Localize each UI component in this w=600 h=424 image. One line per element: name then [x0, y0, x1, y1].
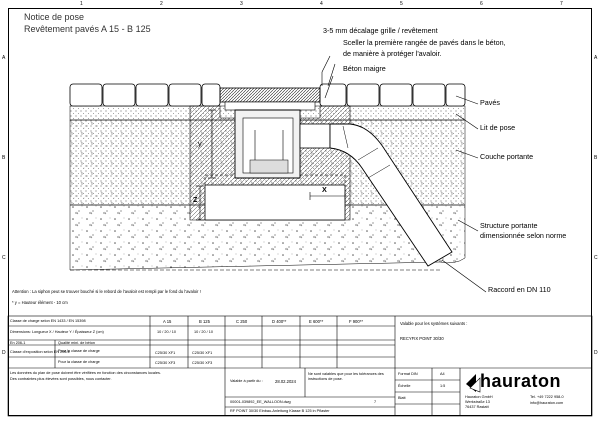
note-y: * y = Hauteur élément - 10 cm	[12, 300, 68, 305]
table-header-f900: F 900**	[349, 319, 363, 324]
sheet-label: Blatt	[398, 396, 406, 400]
grid-mark-side-c: C	[2, 255, 6, 261]
hauraton-logo-mark	[466, 374, 480, 392]
dim-z: Z	[193, 195, 198, 204]
table-header-e600: E 600**	[309, 319, 324, 324]
table-row1-label: Dimensions: Longueur X / Hauteur Y / Épaisseur Z (cm)	[10, 330, 104, 334]
note-attention: Attention : La siphon peut se trouver bouché si le rebord de l'avaloir est rempli par le fond du l'avaloir !	[12, 289, 201, 294]
label-base: Couche portante	[480, 152, 534, 161]
table-row2b-load: Pour la classe de charge	[58, 349, 100, 353]
table-row2b-a15: C25/30 XF1	[155, 351, 176, 355]
label-connection: Raccord en DN 110	[488, 285, 551, 294]
pavers-right	[320, 84, 465, 106]
label-offset: 3-5 mm décalage grille / revêtement	[323, 26, 438, 35]
table-header-c250: C 250	[236, 319, 248, 324]
grid-mark-side-d-right: D	[594, 350, 598, 356]
grate	[220, 88, 320, 102]
phone: Tel. +49 7222 958-0	[530, 395, 564, 399]
scale-value: 1:5	[440, 384, 446, 388]
table-row2-norm: En 206-1	[10, 341, 26, 345]
valid-for-label: Valable pour les systèmes suivants :	[400, 321, 468, 326]
validity-date: 28.02.2024	[275, 379, 296, 384]
email: info@hauraton.com	[530, 401, 564, 405]
file-name: 00001-039892_EE_WALLOON.dwg	[230, 400, 291, 404]
grid-mark-top-3: 3	[240, 1, 243, 7]
label-structure-2: dimensionnée selon norme	[480, 231, 567, 240]
title-line-2: Revêtement pavés A 15 - B 125	[24, 24, 151, 34]
grid-mark-side-a-right: A	[594, 55, 598, 61]
grid-mark-top-7: 7	[560, 1, 563, 7]
format-label: Format DIN	[398, 372, 418, 376]
scale-label: Échelle	[398, 384, 411, 388]
address-2: Werkstraße 13	[465, 400, 490, 404]
grid-mark-side-d: D	[2, 350, 6, 356]
footnote-2: Des contraintes plus élevées sont possibles, nous contacter.	[10, 377, 112, 381]
label-lean-concrete: Béton maigre	[343, 64, 386, 73]
address-3: 76437 Rastatt	[465, 405, 489, 409]
table-row2-quality: Qualité mini. de béton	[58, 341, 95, 345]
dim-x: X	[322, 185, 327, 194]
table-header-a15: A 15	[163, 319, 172, 324]
grid-mark-top-5: 5	[400, 1, 403, 7]
brand-logo: hauraton	[480, 371, 562, 391]
reserve-note: Ne sont valables que pour les tolérances des instructions de pose.	[308, 372, 384, 381]
revision: 7	[374, 400, 377, 404]
table-row2c-load: Pour la classe de charge	[58, 360, 100, 364]
grid-mark-top-4: 4	[320, 1, 323, 7]
pavers-left	[70, 84, 220, 106]
table-header-b125: B 125	[199, 319, 210, 324]
table-header-class: Classe de charge selon EN 1433 / EN 15398	[10, 319, 86, 323]
grid-mark-side-b: B	[2, 155, 6, 161]
table-row1-b125: 10 / 20 / 10	[194, 330, 213, 334]
dim-y: y	[198, 139, 202, 148]
label-pavers: Pavés	[480, 98, 500, 107]
address-1: Hauraton GmbH	[465, 395, 493, 399]
table-row2-exposure: Classe d'exposition selon EN 206-1	[10, 350, 70, 354]
label-seal: Sceller la première rangée de pavés dans le béton,	[343, 38, 506, 47]
table-row2c-b125: C25/30 XF3	[192, 361, 213, 365]
system-name: RECYFIX POINT 30/30	[400, 336, 444, 341]
label-bed: Lit de pose	[480, 123, 516, 132]
footnote-1: Les données du plan de pose doivent être vérifiées en fonction des circonstances locales.	[10, 371, 161, 375]
grid-mark-side-c-right: C	[594, 255, 598, 261]
grid-mark-top-2: 2	[160, 1, 163, 7]
title-line-1: Notice de pose	[24, 12, 85, 22]
validity-label: Valable à partir du :	[230, 379, 263, 383]
grid-mark-top-6: 6	[480, 1, 483, 7]
table-row2c-a15: C25/30 XF3	[155, 361, 176, 365]
table-row2b-b125: C25/30 XF1	[192, 351, 213, 355]
format-value: A4	[440, 372, 445, 376]
drawing-title: RF POINT 30/30 Einbau-Anleitung Klasse B 125 in Pflaster	[230, 409, 330, 413]
grid-mark-top-1: 1	[80, 1, 83, 7]
grid-mark-side-b-right: B	[594, 155, 598, 161]
label-structure: Structure portante	[480, 221, 538, 230]
table-header-d400: D 400**	[272, 319, 287, 324]
label-seal-2: de manière à protéger l'avaloir.	[343, 49, 442, 58]
grid-mark-side-a: A	[2, 55, 6, 61]
table-row1-a15: 10 / 20 / 10	[157, 330, 176, 334]
